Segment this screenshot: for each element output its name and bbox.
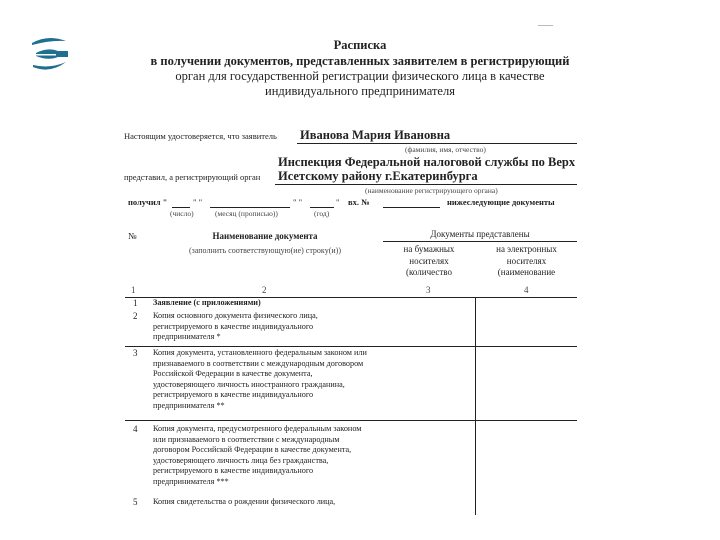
applicant-label: Настоящим удостоверяется, что заявитель [124, 131, 277, 141]
logo-swoosh-icon [28, 34, 72, 78]
year-hint: (год) [314, 209, 330, 218]
applicant-hint: (фамилия, имя, отчество) [405, 145, 486, 154]
row-num: 4 [133, 424, 138, 434]
paper-line3: (количество [406, 267, 452, 277]
col-header-electronic [476, 244, 577, 279]
col-header-name-hint: (заполнить соответствующую(ие) строку(и)) [189, 246, 341, 255]
document-title: Расписка [333, 38, 387, 52]
reg-no-label: вх. № [348, 197, 370, 207]
row-num: 1 [133, 298, 138, 308]
electronic-line2: носителях [506, 255, 547, 266]
row-num: 5 [133, 497, 138, 507]
received-label: получил " [128, 197, 168, 207]
organ-hint: (наименование регистрирующего органа) [365, 186, 498, 195]
organ-field-line1[interactable]: Инспекция Федеральной налоговой службы по Верх [278, 155, 576, 169]
col-header-presented: Документы представлены [430, 229, 530, 239]
table-row-text: Копия свидетельства о рождении физического лица, [153, 497, 336, 506]
quote-separator: " " [293, 197, 303, 207]
row-num: 2 [133, 311, 138, 321]
col-number-4: 4 [524, 285, 529, 295]
quote-separator: " [336, 197, 340, 207]
col-header-num: № [128, 231, 137, 241]
col-header-paper [383, 244, 475, 279]
page-marker: —— [538, 20, 553, 29]
electronic-line3: (наименование [497, 267, 556, 277]
document-subtitle-2: орган для государственной регистрации физического лица в качестве [175, 69, 545, 83]
document-subtitle-1: в получении документов, представленных заявителем в регистрирующий [150, 54, 570, 68]
col-number-1: 1 [131, 285, 136, 295]
quote-separator: " " [193, 197, 203, 207]
paper-line2: носителях [409, 255, 449, 266]
col-number-3: 3 [426, 285, 431, 295]
month-hint: (месяц (прописью)) [215, 209, 278, 218]
col-header-name: Наименование документа [212, 231, 318, 241]
table-row-text: Копия документа, установленного федеральным законом или признаваемого в соответствии с международным договором Российской Федерации в качестве документа, удостоверяющего личность иностранного гражданина, регистрируемого в качестве индивидуального предпринимателя ** [153, 348, 367, 410]
logo [28, 34, 72, 78]
col-number-2: 2 [262, 285, 267, 295]
row-num: 3 [133, 348, 138, 358]
applicant-field[interactable]: Иванова Мария Ивановна [300, 128, 451, 142]
organ-field-line2[interactable]: Исетскому району г.Екатеринбурга [278, 169, 478, 183]
reg-no-field[interactable] [383, 207, 440, 208]
document-subtitle-3: индивидуального предпринимателя [265, 84, 455, 98]
docs-following-label: нижеследующие документы [447, 197, 555, 207]
organ-label: представил, а регистрирующий орган [124, 172, 261, 182]
table-row-text: Копия основного документа физического лица, регистрируемого в качестве индивидуального предпринимателя * [153, 311, 318, 342]
table-row-text: Заявление (с приложениями) [153, 298, 261, 307]
table-row-text: Копия документа, предусмотренного федеральным законом или признаваемого в соответствии с международным договором Российской Федерации в качестве документа, удостоверяющего личность лица без гражданства, регистрируемого в качестве индивидуального предпринимателя *** [153, 424, 362, 486]
day-hint: (число) [170, 209, 194, 218]
paper-line1: на бумажных [403, 244, 455, 254]
electronic-line1: на электронных [496, 244, 557, 254]
